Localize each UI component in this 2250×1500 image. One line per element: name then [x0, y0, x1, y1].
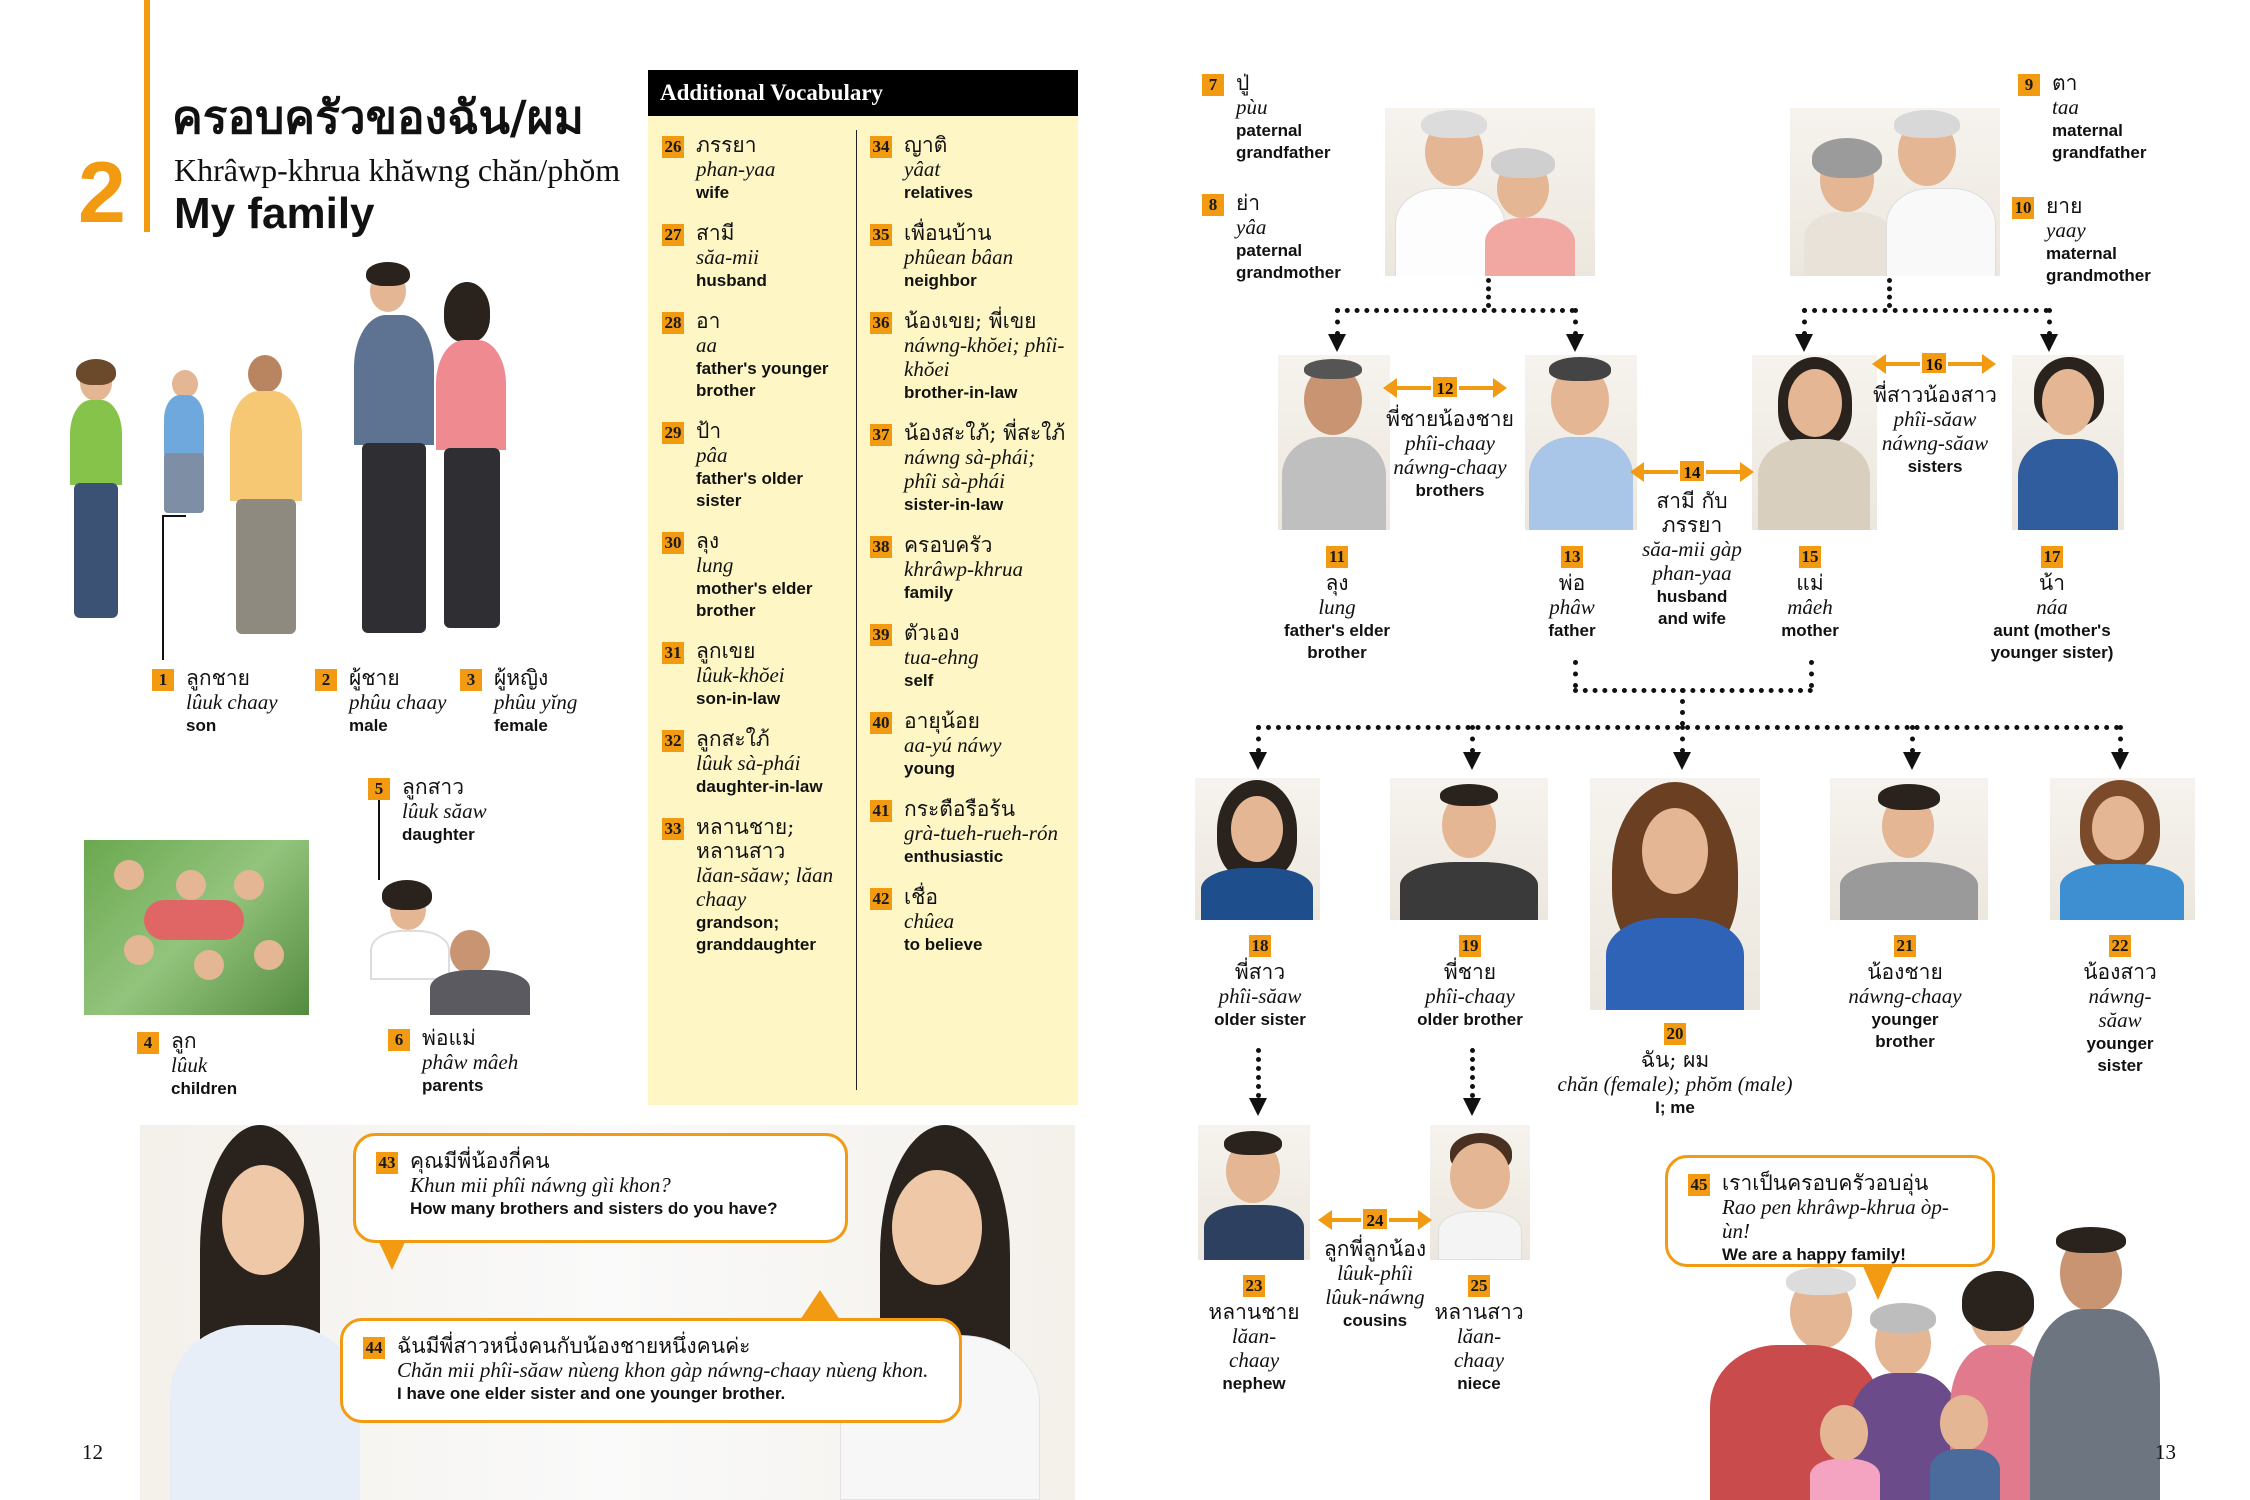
- item-number: 26: [662, 136, 684, 158]
- english-text: paternal grandfather: [1236, 120, 1331, 162]
- vocab-item-6: [388, 1027, 518, 1097]
- tree-arrow: [2040, 334, 2058, 352]
- item-number: 19: [1459, 935, 1481, 957]
- tree-arrow: [1566, 334, 1584, 352]
- thai-text: น้องสาว: [2083, 960, 2157, 984]
- vocab-item-37: [870, 422, 1070, 516]
- thai-text: เราเป็นครอบครัวอบอุ่น: [1722, 1171, 1929, 1195]
- thai-text: ภรรยา: [696, 133, 757, 157]
- thai-text: ผู้หญิง: [494, 666, 549, 690]
- english-text: mother: [1781, 620, 1839, 640]
- english-text: young: [904, 758, 955, 778]
- tree-connector: [1680, 725, 1685, 753]
- item-number: 18: [1249, 935, 1271, 957]
- romanization-text: săa-mii: [696, 244, 759, 269]
- thai-text: แม่: [1796, 571, 1824, 595]
- romanization-text: yâat: [904, 156, 941, 181]
- item-number: 42: [870, 888, 892, 910]
- tree-connector: [1802, 308, 1807, 336]
- vocab-item-34: [870, 134, 1070, 204]
- thai-text: หลานชาย: [1208, 1300, 1300, 1324]
- romanization-text: phîi-săaw: [1218, 983, 1302, 1008]
- english-text: I; me: [1655, 1097, 1695, 1117]
- english-text: older brother: [1417, 1009, 1523, 1029]
- thai-text: พี่สาวน้องสาว: [1873, 383, 1997, 407]
- english-text: sister-in-law: [904, 494, 1004, 514]
- english-text: son: [186, 715, 217, 735]
- vocab-item-39: [870, 622, 1070, 692]
- vocab-item-38: [870, 534, 1070, 604]
- thai-text: ตา: [2052, 71, 2078, 95]
- english-text: wife: [696, 182, 730, 202]
- romanization-text: chăn (female); phŏm (male): [1557, 1071, 1793, 1096]
- tree-node-12: [1365, 408, 1535, 502]
- item-number: 9: [2018, 74, 2040, 96]
- tree-arrow: [1795, 334, 1813, 352]
- tree-connector: [2118, 725, 2123, 753]
- romanization-text: lung: [1318, 594, 1356, 619]
- thai-text: สามี กับ ภรรยา: [1656, 489, 1728, 537]
- tree-arrow: [1249, 1098, 1267, 1116]
- item-number: 21: [1894, 935, 1916, 957]
- tree-node-15: [1770, 546, 1850, 642]
- tree-node-19: [1395, 935, 1545, 1031]
- thai-text: อา: [696, 308, 721, 333]
- item-number: 40: [870, 712, 892, 734]
- vocab-item-40: [870, 710, 1070, 780]
- english-text: maternal grandmother: [2046, 243, 2151, 285]
- tree-connector: [1802, 308, 2049, 313]
- english-text: neighbor: [904, 270, 977, 290]
- romanization-text: náwng-khŏei; phîi-khŏei: [904, 332, 1065, 381]
- item-number: 1: [152, 669, 174, 691]
- thai-text: น้องสะใภ้; พี่สะใภ้: [904, 420, 1066, 445]
- romanization-text: phan-yaa: [696, 156, 776, 181]
- pointer-line: [162, 515, 186, 517]
- thai-text: น้องเขย; พี่เขย: [904, 308, 1037, 333]
- romanization-text: aa: [696, 332, 717, 357]
- english-text: I have one elder sister and one younger brother.: [397, 1383, 786, 1403]
- tree-connector: [1680, 688, 1685, 726]
- romanization-text: lûuk-khŏei: [696, 663, 785, 688]
- item-number: 31: [662, 642, 684, 664]
- thai-text: เพื่อนบ้าน: [904, 220, 992, 245]
- item-number: 39: [870, 624, 892, 646]
- tree-arrow: [1463, 752, 1481, 770]
- tree-connector: [1910, 725, 1915, 753]
- tree-arrow: [1328, 334, 1346, 352]
- romanization-text: phîi-chaay náwng-chaay: [1393, 430, 1507, 479]
- chapter-title-eng: My family: [174, 189, 375, 238]
- additional-vocabulary-box: [648, 70, 1078, 1105]
- romanization-text: náa: [2036, 594, 2068, 619]
- item-number: 36: [870, 312, 892, 334]
- thai-text: ลูกสาว: [402, 775, 464, 799]
- english-text: family: [904, 582, 954, 602]
- niece-photo: [1430, 1125, 1530, 1260]
- item-number: 4: [137, 1032, 159, 1054]
- tree-connector: [1335, 308, 1340, 336]
- thai-text: ปู่: [1236, 71, 1250, 95]
- item-number: 12: [1431, 375, 1459, 399]
- item-number: 22: [2109, 935, 2131, 957]
- speech-bubble-question: [353, 1133, 848, 1243]
- vocab-item-29: [662, 420, 852, 512]
- tree-node-17: [1972, 546, 2132, 664]
- english-text: How many brothers and sisters do you have?: [410, 1198, 778, 1218]
- item-number: 41: [870, 800, 892, 822]
- english-text: We are a happy family!: [1722, 1244, 1906, 1264]
- tree-arrow: [1249, 752, 1267, 770]
- romanization-text: náwng-săaw: [2088, 983, 2152, 1032]
- tree-arrow: [1463, 1098, 1481, 1116]
- english-text: younger sister: [2086, 1033, 2154, 1075]
- english-text: mother's elder brother: [696, 578, 813, 621]
- thai-text: ลูกชาย: [186, 666, 250, 690]
- tree-connector: [1486, 278, 1491, 308]
- item-number: 20: [1664, 1023, 1686, 1045]
- romanization-text: mâeh: [1787, 594, 1833, 619]
- english-text: self: [904, 670, 934, 690]
- tree-node-18: [1190, 935, 1330, 1031]
- item-number: 2: [315, 669, 337, 691]
- vocab-item-42: [870, 886, 1070, 956]
- chapter-title-thai: ครอบครัวของฉัน/ผม: [172, 90, 585, 144]
- thai-text: อายุน้อย: [904, 708, 980, 733]
- romanization-text: náwng-chaay: [1848, 983, 1962, 1008]
- romanization-text: náwng sà-phái; phîi sà-phái: [904, 444, 1036, 493]
- english-text: husband: [696, 270, 767, 290]
- thai-text: ลูก: [171, 1029, 197, 1053]
- vocab-column-2: [870, 134, 1070, 974]
- item-number: 28: [662, 312, 684, 334]
- pointer-line: [162, 515, 164, 660]
- vocab-item-5: [368, 776, 487, 846]
- older-sister-photo: [1195, 778, 1320, 920]
- romanization-text: aa-yú náwy: [904, 732, 1002, 757]
- item-number: 34: [870, 136, 892, 158]
- english-text: son-in-law: [696, 689, 781, 708]
- tree-connector: [1809, 660, 1814, 688]
- item-number: 29: [662, 422, 684, 444]
- thai-text: หลานสาว: [1434, 1300, 1524, 1324]
- aunt-photo: [2012, 355, 2124, 530]
- vocab-item-28: [662, 310, 852, 402]
- romanization-text: phûu chaay: [349, 689, 447, 714]
- thai-text: ลุง: [1325, 571, 1349, 595]
- me-photo: [1590, 778, 1760, 1010]
- romanization-text: phûean bâan: [904, 244, 1014, 269]
- romanization-text: yâa: [1236, 214, 1267, 239]
- tree-node-9: [2018, 72, 2182, 164]
- tree-connector: [1573, 688, 1813, 693]
- item-number: 25: [1468, 1275, 1490, 1297]
- romanization-text: lûuk chaay: [186, 689, 278, 714]
- tree-connector: [1887, 278, 1892, 308]
- item-number: 13: [1561, 546, 1583, 568]
- thai-text: ตัวเอง: [904, 620, 960, 645]
- tree-node-14: [1630, 490, 1754, 630]
- thai-text: ครอบครัว: [904, 532, 993, 557]
- tree-connector: [1256, 1048, 1261, 1098]
- thai-text: ลูกเขย: [696, 639, 756, 664]
- thai-text: ยาย: [2046, 194, 2083, 218]
- thai-text: ญาติ: [904, 133, 948, 157]
- english-text: to believe: [904, 934, 983, 954]
- english-text: grandson; granddaughter: [696, 912, 816, 954]
- vocab-item-30: [662, 530, 852, 622]
- vocab-item-31: [662, 640, 852, 710]
- vocab-item-35: [870, 222, 1070, 292]
- english-text: sisters: [1907, 456, 1963, 476]
- bubble-tail: [1862, 1264, 1894, 1300]
- thai-text: พ่อแม่: [422, 1026, 476, 1050]
- couple-photo: [350, 260, 530, 645]
- tree-arrow: [1673, 752, 1691, 770]
- romanization-text: Khun mii phîi náwng gìi khon?: [410, 1172, 671, 1197]
- item-number: 10: [2012, 197, 2034, 219]
- romanization-text: lăan-săaw; lăan chaay: [696, 862, 834, 911]
- relation-arrow-sisters: [1884, 355, 1984, 374]
- romanization-text: lûuk săaw: [402, 798, 487, 823]
- item-number: 24: [1361, 1207, 1389, 1231]
- vocab-item-1: [152, 667, 278, 737]
- page-number-left: 12: [82, 1440, 103, 1464]
- romanization-text: taa: [2052, 94, 2079, 119]
- tree-connector: [1573, 308, 1578, 336]
- tree-node-16: [1855, 384, 2015, 478]
- romanization-text: phîi-săaw náwng-săaw: [1881, 406, 1989, 455]
- father-photo: [1525, 355, 1637, 530]
- romanization-text: phâw mâeh: [422, 1049, 519, 1074]
- item-number: 37: [870, 424, 892, 446]
- thai-text: ลูกสะใภ้: [696, 727, 770, 752]
- relation-arrow-brothers: [1395, 379, 1495, 398]
- thai-text: เชื่อ: [904, 884, 939, 909]
- english-text: niece: [1457, 1373, 1501, 1393]
- tree-connector: [1470, 725, 1475, 753]
- vocab-item-33: [662, 816, 852, 956]
- english-text: daughter: [402, 824, 475, 844]
- english-text: maternal grandfather: [2052, 120, 2147, 162]
- page-number-right: 13: [2155, 1440, 2176, 1464]
- english-text: daughter-in-law: [696, 776, 823, 796]
- vocab-column-divider: [856, 130, 857, 1090]
- english-text: enthusiastic: [904, 846, 1004, 866]
- english-text: parents: [422, 1075, 484, 1095]
- vocab-item-26: [662, 134, 852, 204]
- english-text: father's elder brother: [1283, 620, 1391, 662]
- thai-text: น้องชาย: [1867, 960, 1943, 984]
- tree-node-21: [1830, 935, 1980, 1053]
- romanization-text: lăan-chaay: [1453, 1323, 1505, 1372]
- romanization-text: khrâwp-khrua: [904, 556, 1023, 581]
- speech-bubble-happy-family: [1665, 1155, 1995, 1267]
- english-text: older sister: [1214, 1009, 1306, 1029]
- romanization-text: lung: [696, 553, 734, 577]
- romanization-text: lăan-chaay: [1229, 1323, 1280, 1372]
- tree-arrow: [2111, 752, 2129, 770]
- family-play-photo: [60, 255, 340, 650]
- item-number: 11: [1326, 546, 1348, 568]
- thai-text: ฉัน; ผม: [1640, 1048, 1710, 1072]
- chapter-title-rom: Khrâwp-khrua khăwng chăn/phŏm: [174, 152, 621, 188]
- item-number: 44: [363, 1337, 385, 1359]
- thai-text: พี่ชาย: [1443, 960, 1497, 984]
- romanization-text: tua-ehng: [904, 644, 979, 669]
- english-text: female: [494, 715, 548, 735]
- younger-sister-photo: [2050, 778, 2195, 920]
- item-number: 33: [662, 818, 684, 840]
- chapter-number: 2: [78, 145, 126, 241]
- item-number: 23: [1243, 1275, 1265, 1297]
- item-number: 8: [1202, 194, 1224, 216]
- thai-text: กระตือรือร้น: [904, 796, 1016, 821]
- romanization-text: pâa: [696, 442, 728, 467]
- item-number: 16: [1920, 351, 1948, 375]
- romanization-text: săa-mii gàp phan-yaa: [1642, 536, 1742, 585]
- tree-node-13: [1532, 546, 1612, 642]
- romanization-text: yaay: [2046, 217, 2086, 242]
- item-number: 27: [662, 224, 684, 246]
- vocab-item-32: [662, 728, 852, 798]
- thai-text: ลุง: [696, 529, 720, 554]
- romanization-text: grà-tueh-rueh-rón: [904, 820, 1058, 845]
- romanization-text: lûuk-phîi lûuk-náwng: [1325, 1260, 1425, 1309]
- vocab-item-41: [870, 798, 1070, 868]
- english-text: paternal grandmother: [1236, 240, 1341, 282]
- thai-text: พี่สาว: [1234, 960, 1286, 984]
- tree-node-22: [2060, 935, 2180, 1077]
- item-number: 6: [388, 1029, 410, 1051]
- romanization-text: Rao pen khrâwp-khrua òp-ùn!: [1722, 1194, 1949, 1243]
- english-text: brother-in-law: [904, 382, 1018, 402]
- romanization-text: phûu yĭng: [494, 689, 578, 714]
- vocab-item-4: [137, 1030, 237, 1100]
- romanization-text: lûuk sà-phái: [696, 751, 801, 776]
- tree-node-23: [1195, 1275, 1313, 1395]
- vocab-item-2: [315, 667, 446, 737]
- nephew-photo: [1198, 1125, 1310, 1260]
- romanization-text: chûea: [904, 908, 955, 933]
- item-number: 38: [870, 536, 892, 558]
- english-text: cousins: [1342, 1310, 1408, 1330]
- english-text: husband and wife: [1656, 586, 1728, 628]
- item-number: 35: [870, 224, 892, 246]
- thai-text: ฉันมีพี่สาวหนึ่งคนกับน้องชายหนึ่งคนค่ะ: [397, 1334, 751, 1358]
- tree-node-7: [1202, 72, 1366, 164]
- english-text: father's younger brother: [696, 358, 829, 400]
- children-photo: [84, 840, 309, 1015]
- vocab-item-36: [870, 310, 1070, 404]
- item-number: 15: [1799, 546, 1821, 568]
- item-number: 43: [376, 1152, 398, 1174]
- chapter-rule: [144, 0, 150, 232]
- english-text: father: [1548, 620, 1596, 640]
- item-number: 45: [1688, 1174, 1710, 1196]
- vocabulary-header: Additional Vocabulary: [648, 70, 1078, 116]
- vocab-item-3: [460, 667, 577, 737]
- parents-photo: [330, 850, 570, 1015]
- item-number: 3: [460, 669, 482, 691]
- english-text: relatives: [904, 182, 973, 202]
- thai-text: ย่า: [1236, 191, 1261, 215]
- vocab-column-1: [662, 134, 852, 974]
- tree-connector: [1256, 725, 2120, 730]
- item-number: 5: [368, 778, 390, 800]
- english-text: nephew: [1222, 1373, 1286, 1393]
- thai-text: น้า: [2038, 571, 2066, 595]
- paternal-grandparents-photo: [1385, 108, 1595, 276]
- item-number: 30: [662, 532, 684, 554]
- romanization-text: Chăn mii phîi-săaw nùeng khon gàp náwng-chaay nùeng khon.: [397, 1357, 929, 1382]
- tree-connector: [1256, 725, 1261, 753]
- tree-arrow: [1903, 752, 1921, 770]
- item-number: 17: [2041, 546, 2063, 568]
- speech-bubble-answer: [340, 1318, 962, 1423]
- thai-text: หลานชาย; หลานสาว: [696, 815, 795, 863]
- maternal-grandparents-photo: [1790, 108, 2000, 276]
- item-number: 7: [1202, 74, 1224, 96]
- english-text: male: [349, 715, 388, 735]
- thai-text: ลูกพี่ลูกน้อง: [1323, 1237, 1427, 1261]
- thai-text: พี่ชายน้องชาย: [1386, 407, 1514, 431]
- tree-connector: [1573, 660, 1578, 688]
- tree-node-25: [1420, 1275, 1538, 1395]
- relation-arrow-husband-wife: [1642, 463, 1742, 482]
- tree-connector: [1335, 308, 1575, 313]
- tree-node-8: [1202, 192, 1366, 284]
- thai-text: สามี: [696, 220, 735, 245]
- thai-text: ป้า: [696, 419, 722, 443]
- tree-node-20: [1550, 1023, 1800, 1119]
- older-brother-photo: [1390, 778, 1548, 920]
- bubble-tail: [800, 1290, 840, 1320]
- tree-node-10: [2012, 195, 2176, 287]
- tree-connector: [1470, 1048, 1475, 1098]
- english-text: younger brother: [1871, 1009, 1939, 1051]
- younger-brother-photo: [1830, 778, 1988, 920]
- tree-connector: [2047, 308, 2052, 336]
- romanization-text: phîi-chaay: [1425, 983, 1515, 1008]
- english-text: aunt (mother's younger sister): [1990, 620, 2114, 662]
- english-text: father's older sister: [696, 468, 804, 510]
- romanization-text: phâw: [1549, 594, 1595, 619]
- vocab-item-27: [662, 222, 852, 292]
- relation-arrow-cousins: [1330, 1211, 1420, 1230]
- romanization-text: pùu: [1236, 94, 1268, 119]
- thai-text: ผู้ชาย: [349, 666, 400, 690]
- thai-text: คุณมีพี่น้องกี่คน: [410, 1149, 550, 1173]
- bubble-tail: [378, 1240, 406, 1270]
- romanization-text: lûuk: [171, 1052, 208, 1077]
- english-text: brothers: [1415, 480, 1485, 500]
- item-number: 32: [662, 730, 684, 752]
- thai-text: พ่อ: [1558, 571, 1586, 595]
- tree-node-11: [1262, 546, 1412, 664]
- english-text: children: [171, 1078, 238, 1098]
- item-number: 14: [1678, 459, 1706, 483]
